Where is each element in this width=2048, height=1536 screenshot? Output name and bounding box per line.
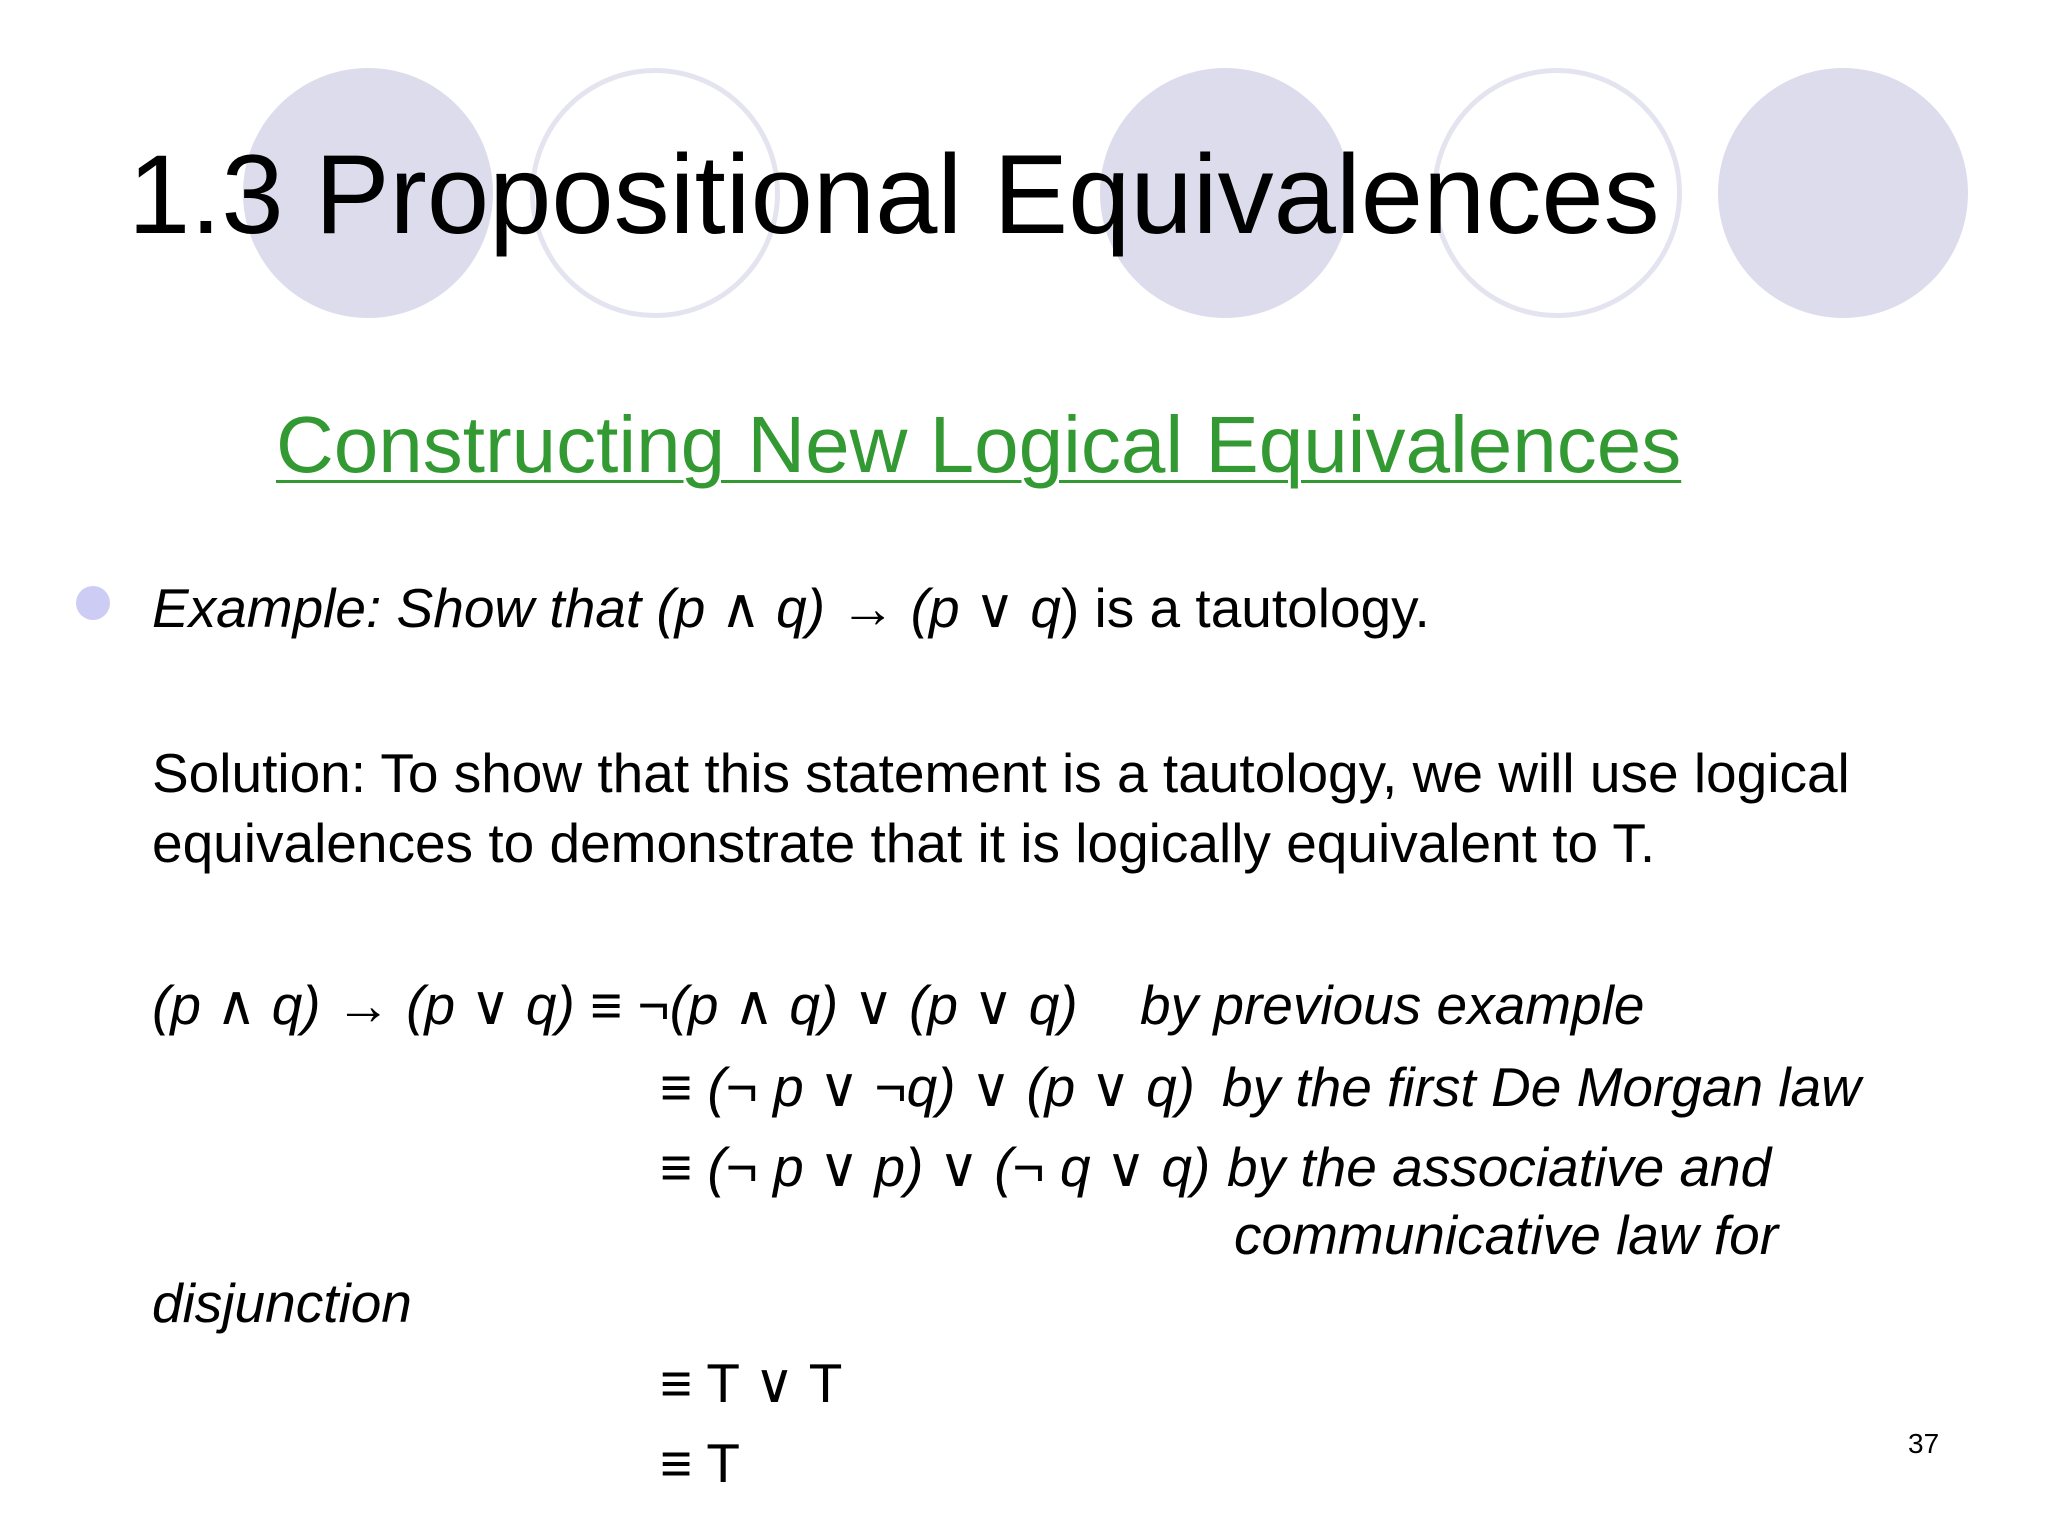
step-2-reason: by the first De Morgan law [1222, 1056, 1861, 1118]
page-number: 37 [1908, 1428, 1940, 1459]
example-prefix: Example: Show that (p ∧ q) → ( [152, 577, 929, 639]
slide-title: 1.3 Propositional Equivalences [128, 132, 1660, 257]
decor-circle-5 [1718, 68, 1968, 318]
example-q: q [1030, 577, 1061, 639]
step-3-reason-line-3: disjunction [152, 1272, 412, 1334]
example-suffix: ) is a tautology. [1060, 577, 1430, 639]
solution-line-2: equivalences to demonstrate that it is logically equivalent to T. [152, 812, 1656, 874]
step-3-reason-line-1: by the associative and [1227, 1136, 1772, 1198]
step-3-expression: ≡ (¬ p ∨ p) ∨ (¬ q ∨ q) [660, 1136, 1211, 1198]
bullet-dot-icon [76, 586, 110, 620]
slide-subtitle: Constructing New Logical Equivalences [276, 400, 1682, 489]
step-5-expression: ≡ T [660, 1432, 740, 1494]
step-3-reason-line-2: communicative law for [1234, 1204, 1779, 1266]
step-1-reason: by previous example [1140, 974, 1645, 1036]
step-1-expression: (p ∧ q) → (p ∨ q) ≡ ¬(p ∧ q) ∨ (p ∨ q) [152, 974, 1078, 1036]
example-p: p [928, 577, 960, 639]
step-2-expression: ≡ (¬ p ∨ ¬q) ∨ (p ∨ q) [660, 1056, 1195, 1118]
example-or: ∨ [959, 577, 1031, 639]
step-4-expression: ≡ T ∨ T [660, 1352, 843, 1414]
solution-line-1: Solution: To show that this statement is a tautology, we will use logical [152, 742, 1850, 804]
example-text [152, 573, 1430, 643]
